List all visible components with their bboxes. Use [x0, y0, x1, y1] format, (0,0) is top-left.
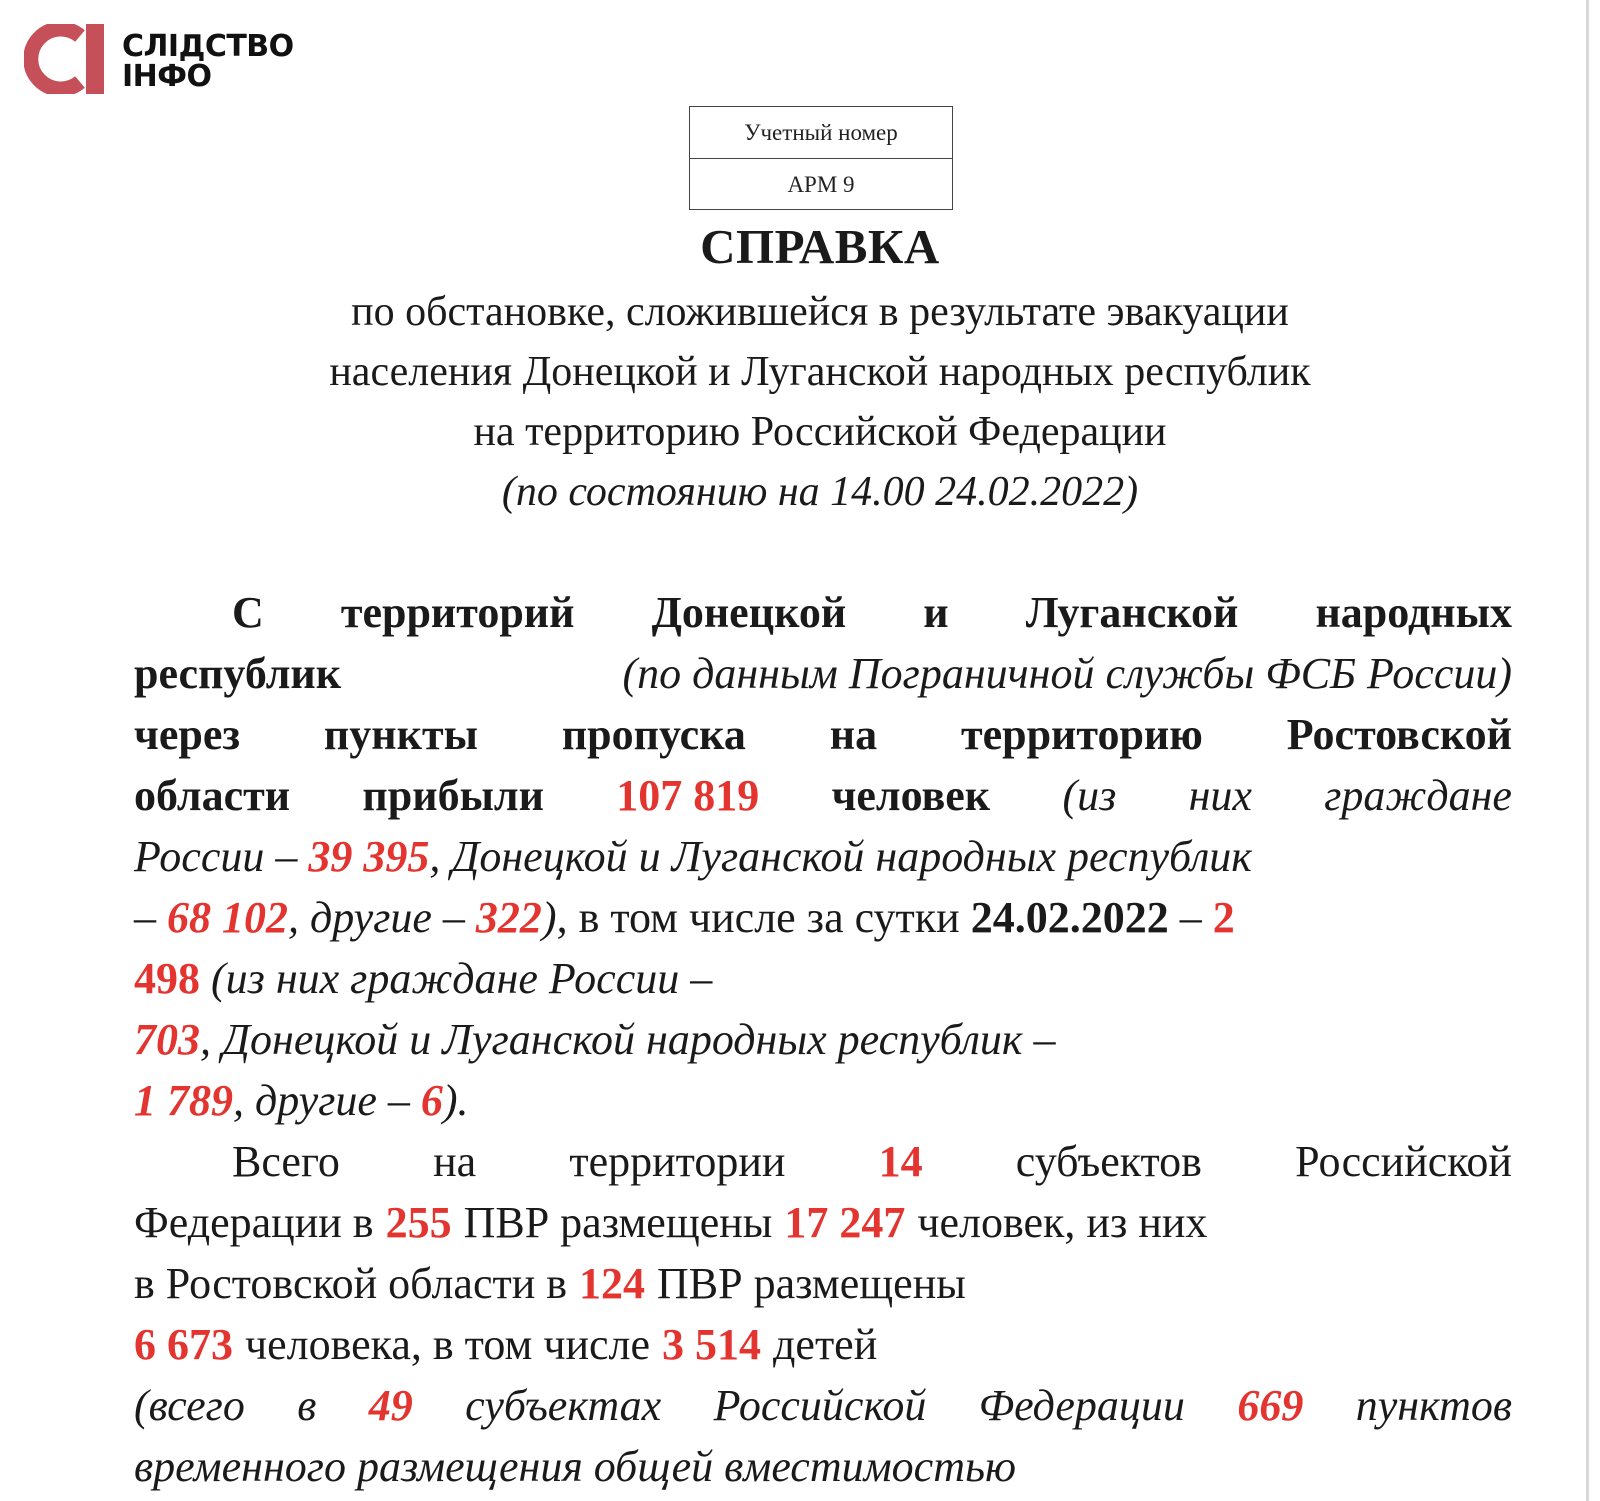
p2-line-2: Федерации в 255 ПВР размещены 17 247 человек, из них [134, 1192, 1512, 1253]
subtitle-line-2: населения Донецкой и Луганской народных республик [329, 349, 1311, 395]
p1-line-2: республик (по данным Пограничной службы ФСБ России) [134, 643, 1512, 704]
p1-line-5: России – 39 395, Донецкой и Луганской народных республик [134, 832, 1252, 881]
as-of-date: (по состоянию на 14.00 24.02.2022) [501, 469, 1139, 515]
logo-line-2: ІНФО [122, 59, 212, 94]
account-number-box [689, 106, 953, 210]
logo-text [122, 29, 294, 94]
p1-line-6: – 68 102, другие – 322), в том числе за сутки 24.02.2022 – 2 [134, 893, 1235, 942]
slidstvo-info-logo [24, 24, 324, 94]
p1-line-8: 703, Донецкой и Луганской народных республик – [134, 1015, 1056, 1064]
day-total-part-2: 498 [134, 954, 200, 1003]
total-arrived-value: 107 819 [616, 771, 760, 820]
p1-line-9: 1 789, другие – 6). [134, 1076, 469, 1125]
pvr-total: 255 [385, 1198, 452, 1247]
subjects-total: 49 [368, 1381, 413, 1430]
p2-line-6: временного размещения общей вместимостью [134, 1442, 1017, 1491]
logo-line-1: СЛІДСТВО [122, 29, 294, 64]
logo-mark-icon [24, 24, 110, 94]
pvr-rostov: 124 [579, 1259, 646, 1308]
document-subtitle [0, 282, 1600, 522]
points-total: 669 [1237, 1381, 1304, 1430]
people-placed-total: 17 247 [784, 1198, 906, 1247]
p1-line-7: 498 (из них граждане России – [134, 954, 713, 1003]
paragraph-placement [134, 1131, 1512, 1497]
account-number-label: Учетный номер [744, 119, 898, 145]
document-title: СПРАВКА [700, 219, 940, 274]
children-count: 3 514 [662, 1320, 762, 1369]
source-note: (по данным Пограничной службы ФСБ России) [622, 649, 1512, 698]
p1-line-1: С территорий Донецкой и Луганской народных [232, 588, 1512, 637]
subtitle-line-1: по обстановке, сложившейся в результате эвакуации [351, 289, 1289, 335]
other-citizens-value: 322 [475, 893, 542, 942]
day-russia-value: 703 [134, 1015, 200, 1064]
p2-line-3: в Ростовской области в 124 ПВР размещены [134, 1253, 1512, 1314]
p1-line-3: через пункты пропуска на территорию Ростовской [134, 710, 1512, 759]
day-date: 24.02.2022 [970, 893, 1169, 942]
people-rostov: 6 673 [134, 1320, 233, 1369]
paragraph-arrivals [134, 582, 1512, 1131]
day-dnr-lnr-value: 1 789 [134, 1076, 233, 1125]
p2-line-4: 6 673 человека, в том числе 3 514 детей [134, 1314, 1512, 1375]
day-total-part-1: 2 [1212, 893, 1235, 942]
account-number-value: АРМ 9 [690, 158, 952, 210]
p1-line-4: области прибыли 107 819 человек (из них граждане [134, 765, 1512, 826]
day-others-value: 6 [420, 1076, 443, 1125]
russia-citizens-value: 39 395 [308, 832, 430, 881]
p2-line-5: (всего в 49 субъектах Российской Федерации 669 пунктов [134, 1375, 1512, 1436]
p2-line-1: Всего на территории 14 субъектов Российской [134, 1131, 1512, 1192]
subtitle-line-3: на территорию Российской Федерации [473, 409, 1167, 455]
dnr-lnr-citizens-value: 68 102 [167, 893, 288, 942]
subjects-count: 14 [878, 1137, 923, 1186]
